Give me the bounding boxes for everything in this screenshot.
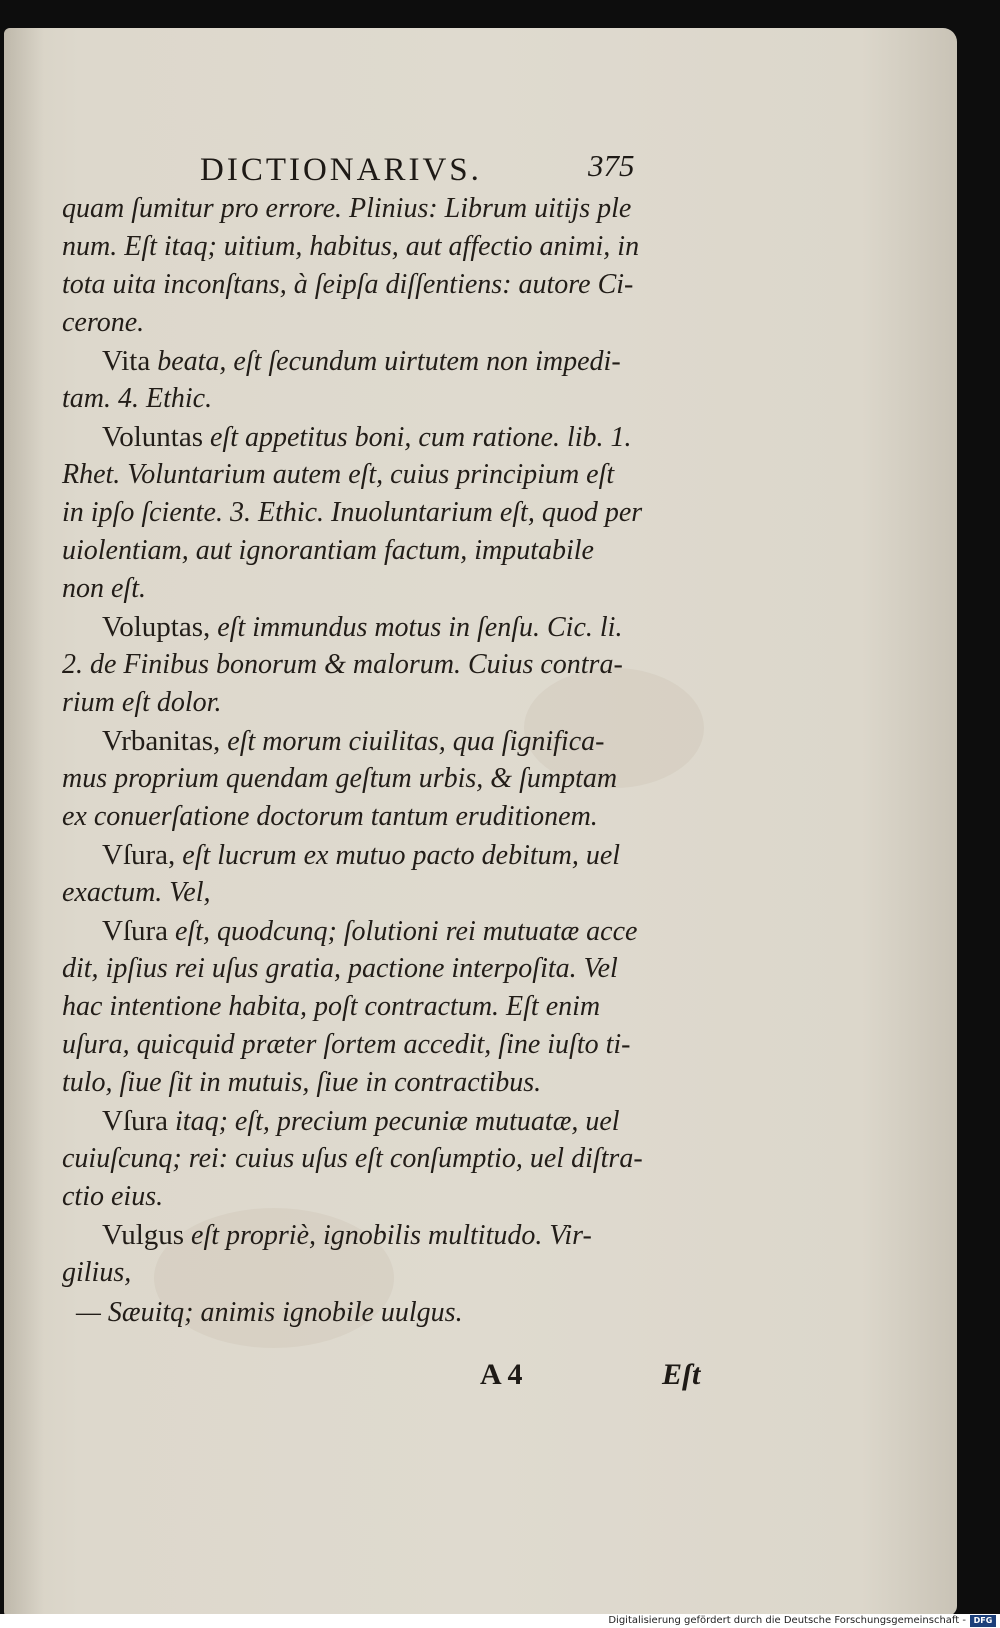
entry-headword: Vſura [102, 915, 169, 947]
book-page [4, 28, 957, 1616]
text-line: rium eſt dolor. [62, 687, 222, 718]
text-line: mus proprium quendam geſtum urbis, & ſumptam [62, 763, 618, 794]
text-line: tota uita inconſtans, à ſeipſa diſſentiens: autore Ci- [62, 269, 634, 300]
text-line: ex conuerſatione doctorum tantum eruditionem. [62, 801, 598, 832]
text-line: uiolentiam, aut ignorantiam factum, imputabile [62, 535, 594, 566]
text-line: cuiuſcunq; rei: cuius uſus eſt conſumptio, uel diſtra- [62, 1143, 643, 1174]
dfg-logo: DFG [970, 1615, 996, 1627]
text-line: in ipſo ſciente. 3. Ethic. Inuoluntarium eſt, quod per [62, 497, 643, 528]
catchword: Eſt [662, 1358, 701, 1391]
text-line: Rhet. Voluntarium autem eſt, cuius principium eſt [62, 459, 615, 490]
entry-line: Vſura itaq; eſt, precium pecuniæ mutuatæ, uel [102, 1105, 620, 1137]
signature-mark: A 4 [480, 1358, 523, 1391]
entry-headword: Vſura [102, 1105, 169, 1137]
entry-headword: Vulgus [102, 1219, 185, 1251]
text-line: num. Eſt itaq; uitium, habitus, aut affectio animi, in [62, 231, 640, 262]
entry-headword: Vita [102, 345, 151, 377]
entry-line: Vrbanitas, eſt morum ciuilitas, qua ſignifica- [102, 725, 605, 757]
text-line: hac intentione habita, poſt contractum. Eſt enim [62, 991, 601, 1022]
entry-headword: Voluptas, [102, 611, 211, 643]
entry-headword: Vſura, [102, 839, 176, 871]
entry-line: Vita beata, eſt ſecundum uirtutem non impedi- [102, 345, 621, 377]
text-line: non eſt. [62, 573, 146, 604]
entry-headword: Vrbanitas, [102, 725, 221, 757]
digitization-footer [0, 1614, 1000, 1628]
text-line: cerone. [62, 307, 145, 338]
entry-line: Voluntas eſt appetitus boni, cum ratione. lib. 1. [102, 421, 632, 453]
running-head: DICTIONARIVS. [200, 152, 482, 188]
verse-quotation: — Sæuitq; animis ignobile uulgus. [76, 1297, 463, 1328]
text-line: dit, ipſius rei uſus gratia, pactione interpoſita. Vel [62, 953, 618, 984]
entry-line: Vſura, eſt lucrum ex mutuo pacto debitum, uel [102, 839, 621, 871]
text-line: quam ſumitur pro errore. Plinius: Librum uitijs ple [62, 193, 632, 224]
text-line: 2. de Finibus bonorum & malorum. Cuius contra- [62, 649, 623, 680]
text-line: uſura, quicquid præter ſortem accedit, ſine iuſto ti- [62, 1029, 631, 1060]
gutter-shadow [4, 28, 44, 1616]
text-line: ctio eius. [62, 1181, 164, 1212]
funding-credit: Digitalisierung gefördert durch die Deutsche Forschungsgemeinschaft - [608, 1615, 966, 1626]
page-number: 375 [588, 148, 635, 183]
text-line: gilius, [62, 1257, 132, 1288]
text-line: tam. 4. Ethic. [62, 383, 213, 414]
text-line: exactum. Vel, [62, 877, 211, 908]
entry-headword: Voluntas [102, 421, 203, 453]
entry-line: Voluptas, eſt immundus motus in ſenſu. Cic. li. [102, 611, 623, 643]
entry-line: Vulgus eſt propriè, ignobilis multitudo. Vir- [102, 1219, 592, 1251]
page-header [4, 126, 957, 186]
entry-line: Vſura eſt, quodcunq; ſolutioni rei mutuatæ acce [102, 915, 638, 947]
text-line: tulo, ſiue ſit in mutuis, ſiue in contractibus. [62, 1067, 542, 1098]
